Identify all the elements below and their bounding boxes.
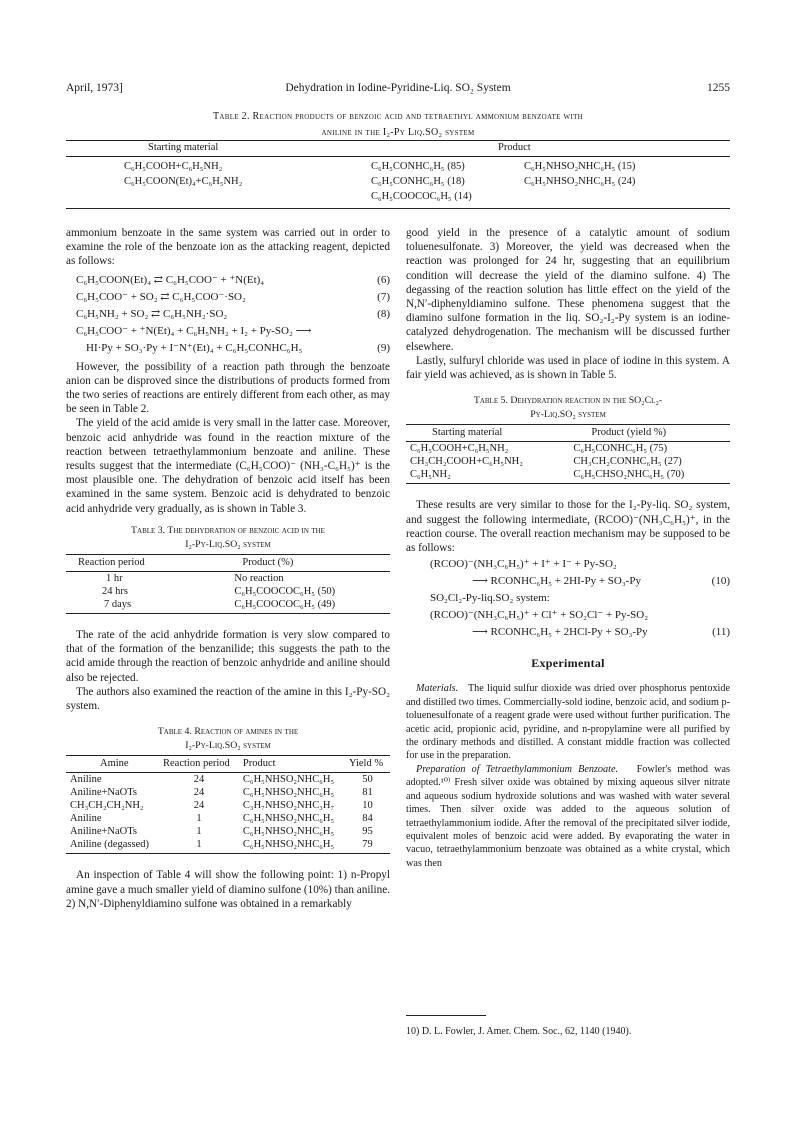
- paragraph: good yield in the presence of a catalytic amount of sodium toluenesulfonate. 3) Moreover, the yield was decreased when the reaction was prolonged for 24 hr, suggesting that an equilibrium condition will decrease the yield of the diamino sulfone. 4) The degassing of the reaction solution has little effect on the yield of the N,N′-diphenyldiamino sulfone. These phenomena suggest that the diamino sulfone formation in the liq. SO₂-I₂-Py system is an iodine-catalyzed dehydrogenation. The mechanism will be discussed further elsewhere.: [406, 227, 730, 353]
- paragraph: Preparation of Tetraethylammonium Benzoate. Fowler's method was adopted.¹⁰⁾ Fresh silver oxide was obtained by mixing aqueous silver nitrate and aqueous sodium hydroxide solutions and was washed with water several times. Then silver oxide was added to the aqueous solution of tetraethylammonium iodide. After the removal of the precipitated silver iodide, equivalent moles of benzoic acid were added. By evaporating the water in vacuo, tetraethylammonium benzoate was obtained as a white crystal, which was then: [406, 763, 731, 869]
- equation: HI·Py + SO₃·Py + I⁻N⁺(Et)₄ + C₆H₅CONHC₆H₅ (9): [86, 341, 390, 354]
- table2-caption: [66, 109, 730, 141]
- footnote-text: 10) D. L. Fowler, J. Amer. Chem. Soc., 62, 1140 (1940).: [406, 1026, 632, 1037]
- table5-caption: Table 5. Dehydration reaction in the SO₂Cl₂- Py-Liq.SO₂ system: [473, 395, 663, 421]
- table-row: Aniline 24 C₆H₅NHSO₂NHC₆H₅ 50: [70, 774, 373, 786]
- equation: C₆H₅NH₂ + SO₂ ⇄ C₆H₅NH₂·SO₂ (8): [76, 307, 390, 320]
- paragraph: An inspection of Table 4 will show the following point: 1) n-Propyl amine gave a much smaller yield of diamino sulfone (10%) than aniline. 2) N,N′-Diphenyldiamino sulfone was obtained in a remarkably: [66, 869, 390, 910]
- table-row: Aniline (degassed) 1 C₆H₅NHSO₂NHC₆H₅ 79: [66, 838, 390, 854]
- right-column: [406, 226, 730, 870]
- table-row: 24 hrs C₆H₅COOCOC₆H₅ (50): [102, 586, 336, 598]
- paragraph: The yield of the acid amide is very small in the latter case. Moreover, benzoic acid anhydride was found in the reaction mixture of the reaction between tetraethylammonium benzoate and aniline. These results suggest that the intermediate (C₆H₅COO)⁻ (NH₃-C₆H₅)⁺ is the most plausible one. The dehydration of benzoic acid itself has been examined in the same system. Benzoic acid is dehydrated to benzoic acid anhydride very gradually, as is shown in Table 3.: [66, 417, 390, 515]
- paragraph: These results are very similar to those for the I₂-Py-liq. SO₂ system, and suggest the following intermediate, (RCOO)⁻(NH₃C₆H₅)⁺, in the reaction course. The overall reaction mechanism may be supposed to be as follows:: [406, 499, 730, 555]
- table2: [66, 140, 730, 209]
- table4-col-amine: Amine: [66, 756, 159, 773]
- table-row: Aniline+NaOTs 1 C₆H₅NHSO₂NHC₆H₅ 95: [70, 826, 373, 838]
- experimental-text: [406, 682, 730, 870]
- table4-col-period: Reaction period: [159, 756, 239, 773]
- table4-col-yield: Yield %: [345, 756, 390, 773]
- footnote: [406, 1015, 730, 1037]
- table3-caption: Table 3. The dehydration of benzoic acid in the I₂-Py-Liq.SO₂ system: [131, 524, 325, 550]
- table-row: Aniline+NaOTs 24 C₆H₅NHSO₂NHC₆H₅ 81: [70, 787, 373, 799]
- table-row: C₆H₅COOH+C₆H₅NH₂ C₆H₅CONHC₆H₅ (85) C₆H₅NHSO₂NHC₆H₅ (15): [124, 161, 636, 172]
- header-title: Dehydration in Iodine-Pyridine-Liq. SO₂ System: [285, 82, 511, 94]
- equation: C₆H₅COO⁻ + SO₂ ⇄ C₆H₅COO⁻·SO₂ (7): [76, 290, 390, 303]
- table-row: Aniline 1 C₆H₅NHSO₂NHC₆H₅ 84: [70, 813, 373, 825]
- paragraph: ammonium benzoate in the same system was carried out in order to examine the role of the benzoate ion as the attacking reagent, depicted as follows:: [66, 227, 390, 268]
- materials-heading: Materials.: [416, 683, 459, 695]
- table2-caption-line2: aniline in the I₂-Py Liq.SO₂ system: [321, 127, 475, 138]
- table-row: C₆H₅COON(Et)₄+C₆H₅NH₂ C₆H₅CONHC₆H₅ (18) C₆H₅NHSO₂NHC₆H₅ (24): [124, 176, 636, 187]
- table2-caption-line1: Table 2. Reaction products of benzoic acid and tetraethyl ammonium benzoate with: [212, 111, 584, 122]
- paragraph: The rate of the acid anhydride formation is very slow compared to that of the formation of the benzanilide; this suggests the path to the acid amide through the reaction of benzoic anhydride and aniline should also be rejected.: [66, 629, 390, 684]
- paragraph: However, the possibility of a reaction path through the benzoate anion can be disproved since the distributions of products formed from the two series of reactions are entirely different from each other, as may be seen in Table 2.: [66, 360, 390, 416]
- equations-10-11: [406, 557, 730, 642]
- equation: ⟶ RCONHC₆H₅ + 2HCl-Py + SO₃-Py (11): [472, 626, 730, 639]
- left-column: [66, 226, 390, 911]
- table3: [66, 554, 390, 614]
- equation: (RCOO)⁻(NH₃C₆H₅)⁺ + Cl⁺ + SO₂Cl⁻ + Py-SO₂: [430, 609, 649, 622]
- equation: C₆H₅COON(Et)₄ ⇄ C₆H₅COO⁻ + ⁺N(Et)₄ (6): [76, 273, 390, 286]
- table3-col-product: Product (%): [174, 554, 390, 571]
- table2-col-product: Product: [498, 142, 531, 153]
- header-date: April, 1973]: [66, 82, 123, 94]
- table-row: CH₃CH₂COOH+C₆H₅NH₂ CH₃CH₂CONHC₆H₅ (27): [410, 456, 682, 468]
- section-title: Experimental: [531, 656, 605, 671]
- table2-header: [66, 141, 730, 156]
- equation: ⟶ RCONHC₆H₅ + 2HI-Py + SO₃-Py (10): [472, 575, 730, 588]
- table-row: C₆H₅NH₂ C₆H₅CHSO₂NHC₆H₅ (70): [406, 468, 730, 484]
- table3-col-period: Reaction period: [66, 554, 174, 571]
- table5: [406, 424, 730, 484]
- table-row: C₆H₅COOCOC₆H₅ (14): [371, 191, 472, 202]
- equations-6-9: [66, 273, 390, 358]
- table2-col-start: Starting material: [148, 142, 219, 153]
- equation: C₆H₅COO⁻ + ⁺N(Et)₄ + C₆H₅NH₂ + I₂ + Py-SO₂ ⟶: [76, 324, 312, 337]
- table4-col-product: Product: [239, 756, 345, 773]
- equation: (RCOO)⁻(NH₃C₆H₅)⁺ + I⁺ + I⁻ + Py-SO₂: [430, 558, 617, 571]
- running-header: [66, 82, 730, 98]
- preparation-heading: Preparation of Tetraethylammonium Benzoate.: [416, 763, 619, 775]
- table-row: C₆H₅COOH+C₆H₅NH₂ C₆H₅CONHC₆H₅ (75): [410, 443, 668, 455]
- paragraph: The authors also examined the reaction of the amine in this I₂-Py-SO₂ system.: [66, 685, 390, 713]
- table-row: CH₃CH₂CH₂NH₂ 24 C₃H₇NHSO₂NHC₃H₇ 10: [70, 800, 373, 812]
- paragraph: Materials. The liquid sulfur dioxide was dried over phosphorus pentoxide and distilled two times. Commercially-sold iodine, benzoic acid, and sodium p-toluenesulfonate of a reagent grade were used without further purification. The acetic acid, propionic acid, pyridine, and n-propylamine were all purified by the ordinary methods and distilled. A constant middle fraction was collected for use in the preparation.: [406, 683, 730, 762]
- table4: [66, 755, 390, 854]
- table-row: 7 days C₆H₅COOCOC₆H₅ (49): [66, 598, 390, 614]
- table-row: 1 hr No reaction: [106, 573, 284, 585]
- page-number: 1255: [707, 82, 730, 94]
- table4-caption: Table 4. Reaction of amines in the I₂-Py-Liq.SO₂ system: [157, 726, 299, 752]
- paragraph: Lastly, sulfuryl chloride was used in place of iodine in this system. A fair yield was achieved, as is shown in Table 5.: [406, 354, 730, 382]
- table5-col-start: Starting material: [406, 425, 569, 442]
- table5-col-product: Product (yield %): [569, 425, 730, 442]
- equation-label: SO₂Cl₂-Py-liq.SO₂ system:: [430, 592, 550, 605]
